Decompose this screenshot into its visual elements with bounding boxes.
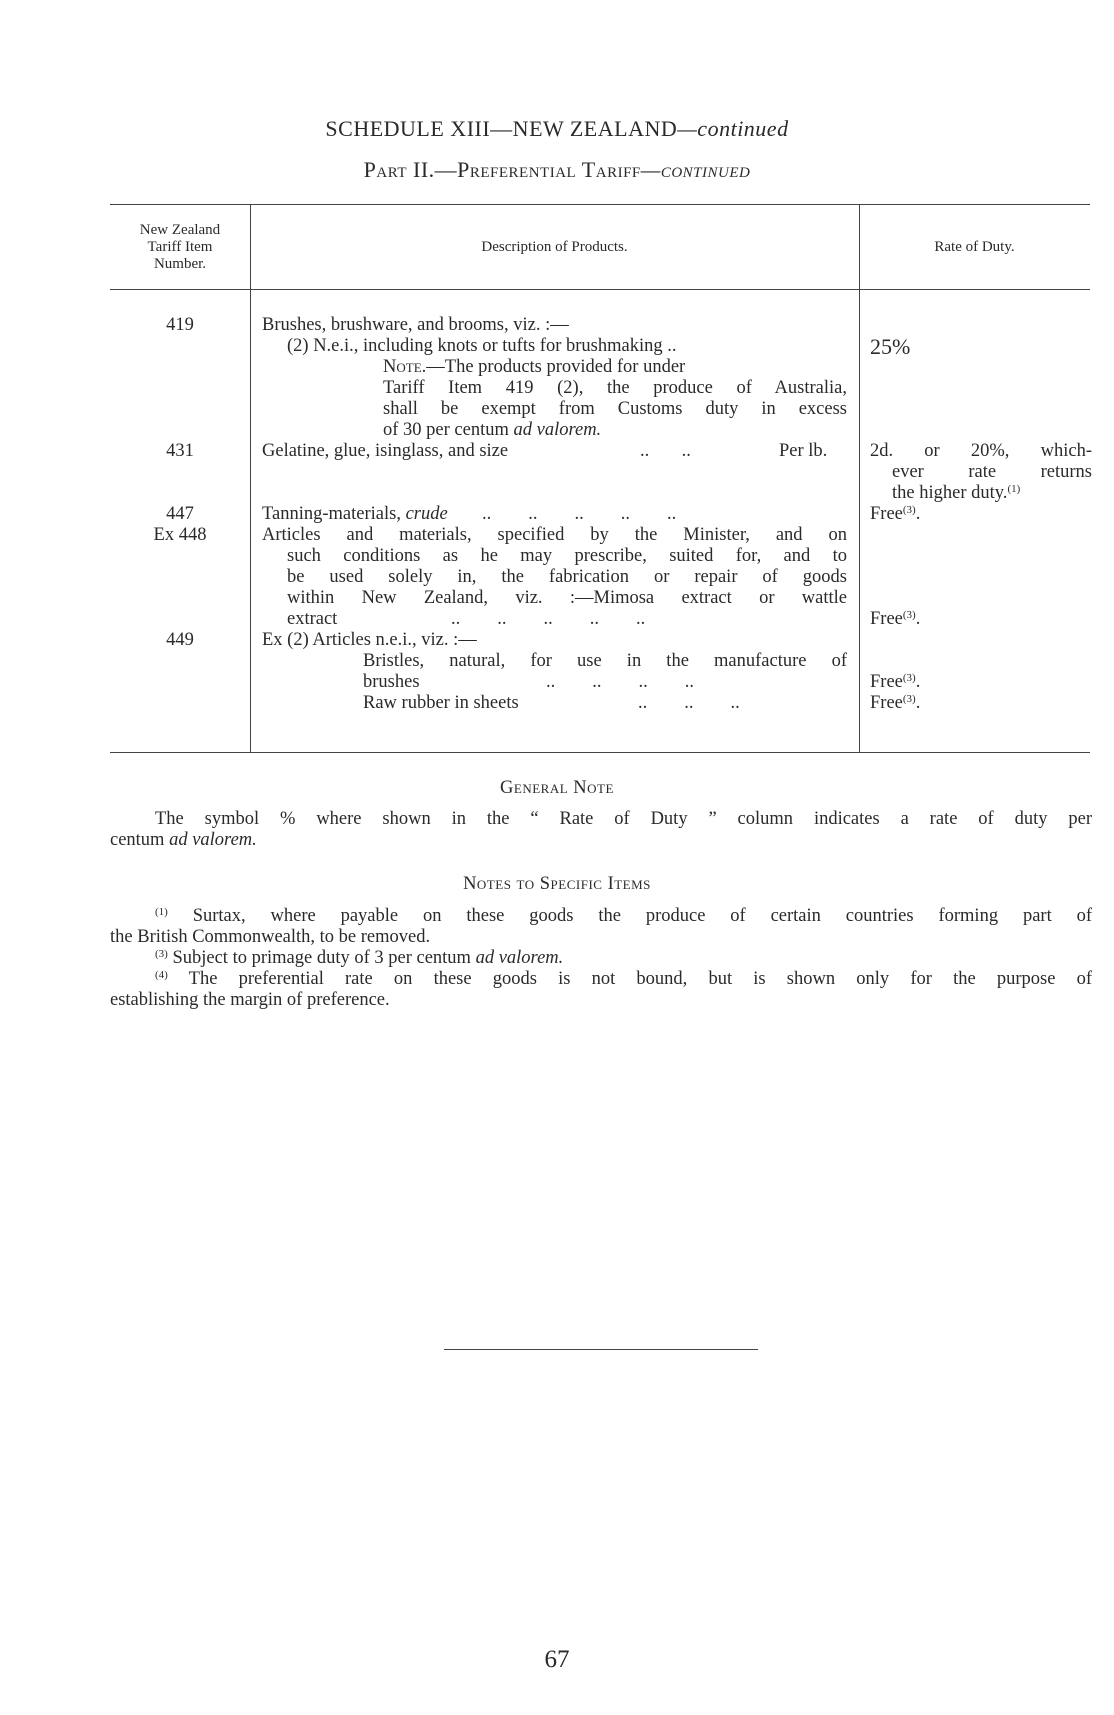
note-text-1: —The products provided for under [426,357,686,377]
table-top-rule [110,204,1090,205]
general-note-heading: General Note [500,778,614,798]
schedule-title [0,116,1114,142]
general-note-line2 [110,830,257,851]
desc-448-line1: Articles and materials, specified by the Minister, and on [262,525,847,545]
rate-431-line2: ever rate returns [892,462,1092,482]
desc-447-leader: .. .. .. .. .. [482,504,677,524]
part-title [0,157,1114,183]
rate-448-text: Free [870,609,903,629]
item-number-431: 431 [166,441,194,461]
desc-419-line2: (2) N.e.i., including knots or tufts for brushmaking .. [287,336,677,356]
desc-431: Gelatine, glue, isinglass, and size [262,441,509,461]
rate-449-rubber [870,693,920,714]
note-419-line4 [383,420,601,441]
desc-449-line2: Bristles, natural, for use in the manufacture of [363,651,847,671]
desc-449-line3-leader: .. .. .. .. [546,672,694,692]
schedule-title-main: SCHEDULE XIII—NEW ZEALAND [325,116,678,141]
table-column-divider-2 [859,204,860,752]
rate-449-bristles-period: . [915,672,921,692]
rate-431-line3 [892,483,1020,504]
page-number: 67 [544,1646,570,1673]
rate-449-bristles-text: Free [870,672,903,692]
rate-419: 25% [870,334,911,359]
general-note-ad-valorem: ad valorem. [169,830,257,850]
table-header-rule [110,289,1090,290]
item-number-449: 449 [166,630,194,650]
header-rate: Rate of Duty. [934,239,1015,255]
header-item-line2: Tariff Item [147,239,213,255]
header-item-line1: New Zealand [139,222,221,238]
header-item-number [110,222,250,273]
rate-447 [870,504,920,525]
desc-447-text: Tanning-materials, [262,504,406,524]
note-ad-valorem: ad valorem. [513,420,602,440]
desc-448-line4: within New Zealand, viz. :—Mimosa extract or wattle [287,588,847,608]
table-column-divider-1 [250,204,251,752]
desc-449-line4: Raw rubber in sheets [363,693,519,713]
part-title-continued: —continued [640,157,751,182]
desc-447 [262,504,448,525]
part-title-main: Part II.—Preferential Tariff [363,157,641,182]
desc-431-unit: Per lb. [779,441,828,461]
item-number-447: 447 [166,504,194,524]
footnote-marker-4: (4) [155,969,168,981]
specific-note-4-text: The preferential rate on these goods is not bound, but is shown only for the purpose of [167,969,1092,989]
header-item-line3: Number. [153,256,207,272]
note-label: Note. [383,357,427,377]
desc-449-line3: brushes [363,672,420,692]
specific-note-4-line1 [155,969,1092,990]
rate-431-line1: 2d. or 20%, which- [870,441,1092,461]
table-bottom-rule [110,752,1090,753]
desc-419-line1: Brushes, brushware, and brooms, viz. :— [262,315,569,335]
end-rule [444,1349,758,1350]
desc-448-line5: extract [287,609,338,629]
specific-note-3 [155,948,563,969]
footnote-ref-3: (3) [902,504,916,516]
item-number-ex-448: Ex 448 [153,525,207,545]
rate-449-rubber-text: Free [870,693,903,713]
specific-note-1-text: Surtax, where payable on these goods the produce of certain countries forming part of [167,906,1092,926]
rate-448-period: . [915,609,921,629]
note-419-line1 [383,357,847,378]
desc-449-line1: Ex (2) Articles n.e.i., viz. :— [262,630,477,650]
rate-449-rubber-period: . [915,693,921,713]
rate-449-bristles [870,672,920,693]
specific-note-3-text: Subject to primage duty of 3 per centum [167,948,476,968]
general-note-line1: The symbol % where shown in the “ Rate of Duty ” column indicates a rate of duty per [155,809,1092,829]
desc-448-line3: be used solely in, the fabrication or repair of goods [287,567,847,587]
rate-447-text: Free [870,504,903,524]
desc-448-line2: such conditions as he may prescribe, suited for, and to [287,546,847,566]
desc-448-leader: .. .. .. .. .. [451,609,646,629]
footnote-ref-3: (3) [902,609,916,621]
general-note-line2-text: centum [110,830,170,850]
footnote-ref-3: (3) [902,693,916,705]
schedule-title-continued: —continued [677,116,789,141]
header-description: Description of Products. [481,239,628,255]
rate-447-period: . [915,504,921,524]
specific-note-1-line2: the British Commonwealth, to be removed. [110,927,431,947]
item-number-419: 419 [166,315,194,335]
specific-note-4-line2: establishing the margin of preference. [110,990,390,1010]
rate-431-text: the higher duty. [892,483,1008,503]
note-419-line3: shall be exempt from Customs duty in excess [383,399,847,419]
note-text-4: of 30 per centum [383,420,514,440]
note-419-line2: Tariff Item 419 (2), the produce of Australia, [383,378,847,398]
specific-notes-heading: Notes to Specific Items [463,874,651,894]
rate-448 [870,609,920,630]
footnote-ref-1: (1) [1007,483,1021,495]
footnote-ref-3: (3) [902,672,916,684]
specific-note-3-ad-valorem: ad valorem. [475,948,564,968]
desc-449-line4-leader: .. .. .. [638,693,740,713]
specific-note-1-line1 [155,906,1092,927]
desc-447-crude: crude [405,504,448,524]
footnote-marker-1: (1) [155,906,168,918]
footnote-marker-3: (3) [155,948,168,960]
desc-431-leader: .. .. [640,441,691,461]
